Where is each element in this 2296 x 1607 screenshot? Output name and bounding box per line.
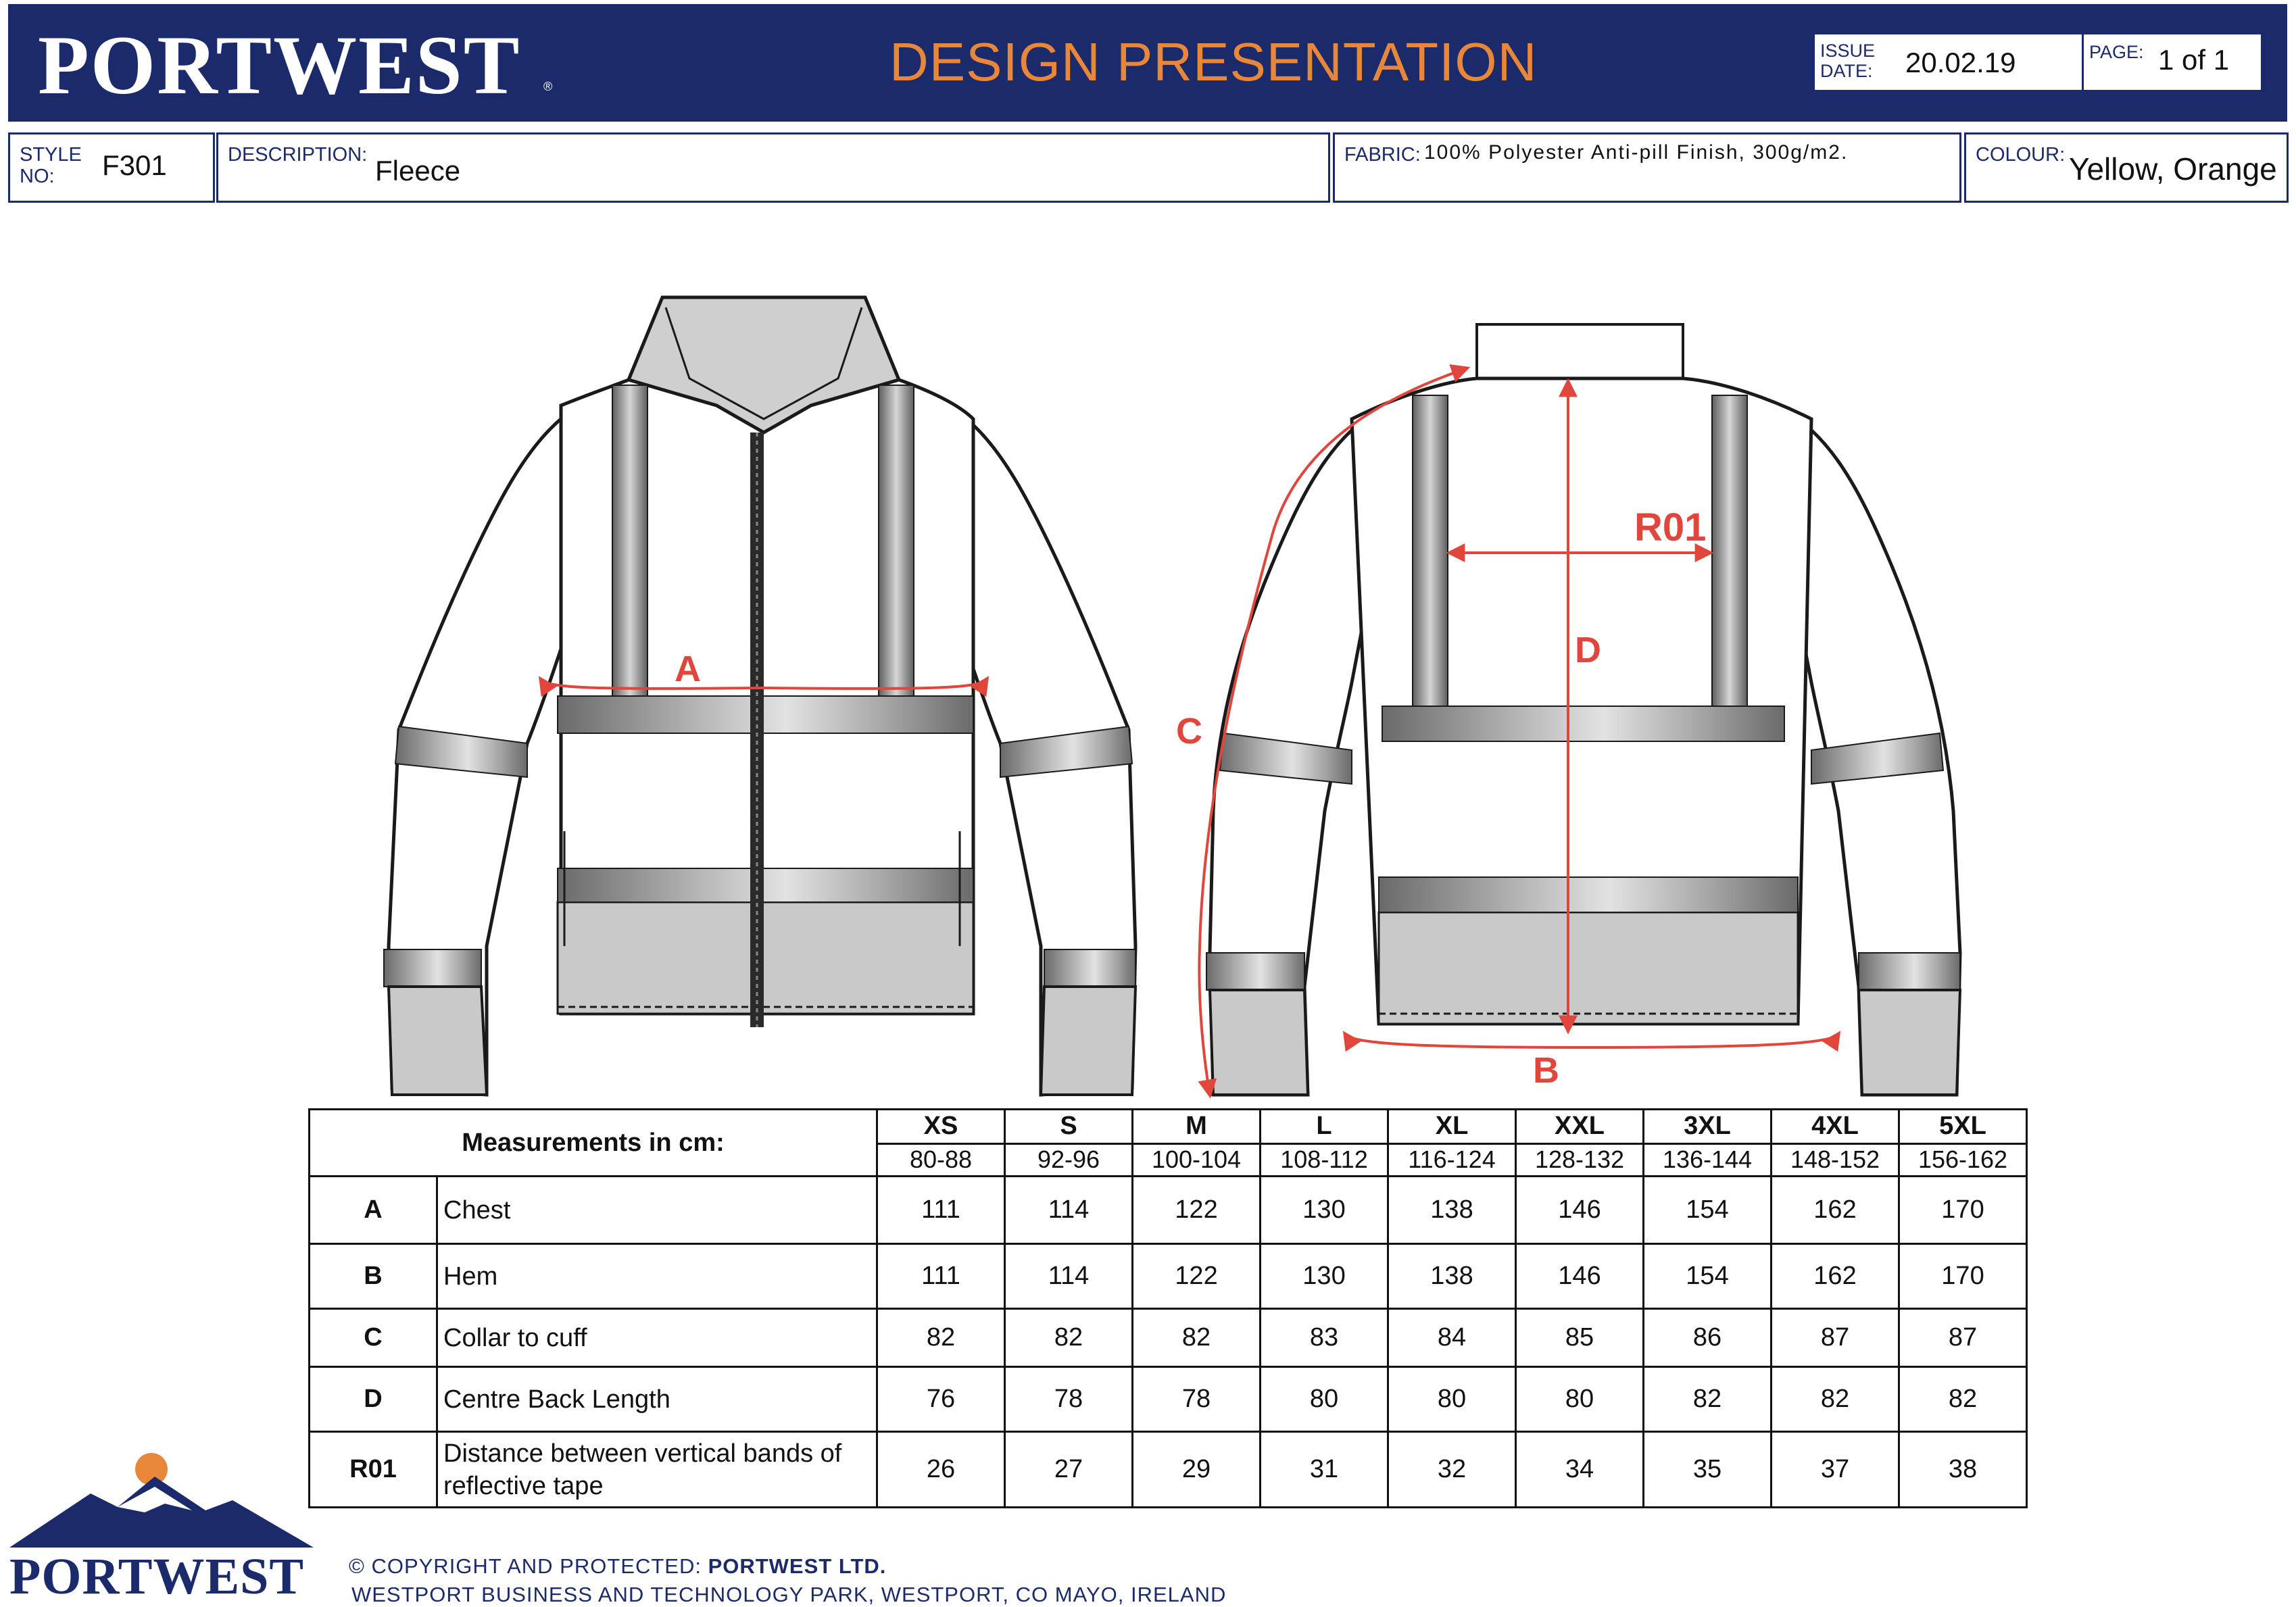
size-header: M: [1133, 1110, 1261, 1144]
measurement-value: 114: [1005, 1177, 1133, 1244]
measurement-value: 114: [1005, 1244, 1133, 1309]
footer-copyright: [349, 1554, 886, 1579]
measurement-description: Centre Back Length: [437, 1367, 877, 1432]
measurement-value: 85: [1516, 1309, 1644, 1367]
measurement-value: 80: [1388, 1367, 1516, 1432]
measurement-code: C: [310, 1309, 437, 1367]
measurement-value: 32: [1388, 1432, 1516, 1508]
measurement-value: 111: [877, 1177, 1005, 1244]
size-header: L: [1261, 1110, 1388, 1144]
size-range: 116-124: [1388, 1143, 1516, 1176]
measurement-description: Distance between vertical bands of reflective tape: [437, 1432, 877, 1508]
measurement-value: 87: [1772, 1309, 1899, 1367]
copyright-text: © COPYRIGHT AND PROTECTED:: [349, 1554, 708, 1578]
style-label: STYLE: [20, 144, 82, 166]
measurement-value: 154: [1644, 1244, 1772, 1309]
fabric-value: 100% Polyester Anti-pill Finish, 300g/m2.: [1424, 141, 1849, 164]
measurement-value: 38: [1899, 1432, 2027, 1508]
measurement-value: 29: [1133, 1432, 1261, 1508]
style-no-label: NO:: [20, 166, 55, 187]
measurement-value: 87: [1899, 1309, 2027, 1367]
measurements-table: [308, 1108, 2028, 1508]
measurement-value: 154: [1644, 1177, 1772, 1244]
size-header: XXL: [1516, 1110, 1644, 1144]
measurement-value: 83: [1261, 1309, 1388, 1367]
measurement-value: 26: [877, 1432, 1005, 1508]
size-header: 4XL: [1772, 1110, 1899, 1144]
front-view: [384, 297, 1135, 1095]
label-b: B: [1533, 1050, 1559, 1091]
issue-date-value: 20.02.19: [1905, 47, 2016, 78]
garment-technical-drawing: [0, 257, 2296, 1108]
measurement-value: 122: [1133, 1177, 1261, 1244]
footer-logo-wordmark: PORTWEST: [9, 1548, 305, 1605]
size-range: 156-162: [1899, 1143, 2027, 1176]
size-header: XL: [1388, 1110, 1516, 1144]
colour-label: COLOUR:: [1976, 144, 2066, 166]
size-range: 92-96: [1005, 1143, 1133, 1176]
measurement-value: 130: [1261, 1244, 1388, 1309]
brand-logo: PORTWEST: [38, 19, 521, 112]
measurement-value: 84: [1388, 1309, 1516, 1367]
measurement-value: 146: [1516, 1177, 1644, 1244]
size-range: 80-88: [877, 1143, 1005, 1176]
size-range: 148-152: [1772, 1143, 1899, 1176]
fabric-label: FABRIC:: [1344, 144, 1421, 166]
table-row: [310, 1244, 2027, 1309]
measurement-value: 170: [1899, 1244, 2027, 1309]
page-box: [2082, 32, 2263, 92]
measurement-value: 35: [1644, 1432, 1772, 1508]
issue-label: ISSUE: [1820, 41, 1876, 61]
back-view: [1206, 324, 1960, 1095]
measurement-value: 138: [1388, 1244, 1516, 1309]
page-label: PAGE:: [2089, 42, 2144, 62]
measurement-code: B: [310, 1244, 437, 1309]
label-r01: R01: [1634, 505, 1707, 549]
measurement-code: D: [310, 1367, 437, 1432]
date-label: DATE:: [1820, 61, 1873, 81]
measurement-value: 130: [1261, 1177, 1388, 1244]
measurement-value: 162: [1772, 1244, 1899, 1309]
colour-value: Yellow, Orange: [2069, 151, 2277, 187]
measurement-value: 76: [877, 1367, 1005, 1432]
measurement-value: 82: [1133, 1309, 1261, 1367]
measurement-value: 78: [1133, 1367, 1261, 1432]
style-no-box: [8, 132, 215, 203]
measurement-description: Hem: [437, 1244, 877, 1309]
table-row: [310, 1309, 2027, 1367]
size-header: XS: [877, 1110, 1005, 1144]
measurement-value: 34: [1516, 1432, 1644, 1508]
size-header: 3XL: [1644, 1110, 1772, 1144]
measurement-value: 170: [1899, 1177, 2027, 1244]
trademark-mark: ®: [543, 80, 553, 93]
measurement-value: 37: [1772, 1432, 1899, 1508]
document-title: DESIGN PRESENTATION: [889, 32, 1538, 92]
fabric-box: [1333, 132, 1961, 203]
description-value: Fleece: [375, 155, 461, 187]
measurement-value: 82: [1005, 1309, 1133, 1367]
page-value: 1 of 1: [2158, 44, 2230, 76]
table-row: [310, 1177, 2027, 1244]
table-row: [310, 1367, 2027, 1432]
footer-address: WESTPORT BUSINESS AND TECHNOLOGY PARK, WESTPORT, CO MAYO, IRELAND: [351, 1583, 1227, 1606]
size-header: S: [1005, 1110, 1133, 1144]
measurement-description: Chest: [437, 1177, 877, 1244]
size-range: 128-132: [1516, 1143, 1644, 1176]
measurement-value: 80: [1261, 1367, 1388, 1432]
measurement-value: 80: [1516, 1367, 1644, 1432]
size-range: 100-104: [1133, 1143, 1261, 1176]
measurement-code: R01: [310, 1432, 437, 1508]
measurement-value: 138: [1388, 1177, 1516, 1244]
size-range: 108-112: [1261, 1143, 1388, 1176]
table-title: Measurements in cm:: [310, 1110, 877, 1177]
label-d: D: [1575, 630, 1601, 670]
measurement-value: 111: [877, 1244, 1005, 1309]
measurement-description: Collar to cuff: [437, 1309, 877, 1367]
measurement-value: 82: [1644, 1367, 1772, 1432]
table-row: [310, 1432, 2027, 1508]
measurement-value: 27: [1005, 1432, 1133, 1508]
size-header-row: [310, 1110, 2027, 1144]
mountain-logo-icon: [9, 1446, 314, 1548]
measurement-value: 31: [1261, 1432, 1388, 1508]
issue-date-box: [1813, 32, 2084, 92]
measurement-value: 86: [1644, 1309, 1772, 1367]
label-a: A: [675, 649, 701, 689]
label-c: C: [1176, 711, 1202, 751]
colour-box: [1964, 132, 2289, 203]
measurement-value: 82: [1899, 1367, 2027, 1432]
measurement-value: 122: [1133, 1244, 1261, 1309]
company-name: PORTWEST LTD.: [708, 1554, 887, 1578]
measurement-value: 82: [877, 1309, 1005, 1367]
description-label: DESCRIPTION:: [228, 144, 368, 166]
measurement-value: 78: [1005, 1367, 1133, 1432]
measurement-value: 162: [1772, 1177, 1899, 1244]
measurement-code: A: [310, 1177, 437, 1244]
style-no-value: F301: [102, 149, 167, 181]
description-box: [216, 132, 1330, 203]
size-header: 5XL: [1899, 1110, 2027, 1144]
size-range: 136-144: [1644, 1143, 1772, 1176]
measurement-value: 82: [1772, 1367, 1899, 1432]
measurement-value: 146: [1516, 1244, 1644, 1309]
